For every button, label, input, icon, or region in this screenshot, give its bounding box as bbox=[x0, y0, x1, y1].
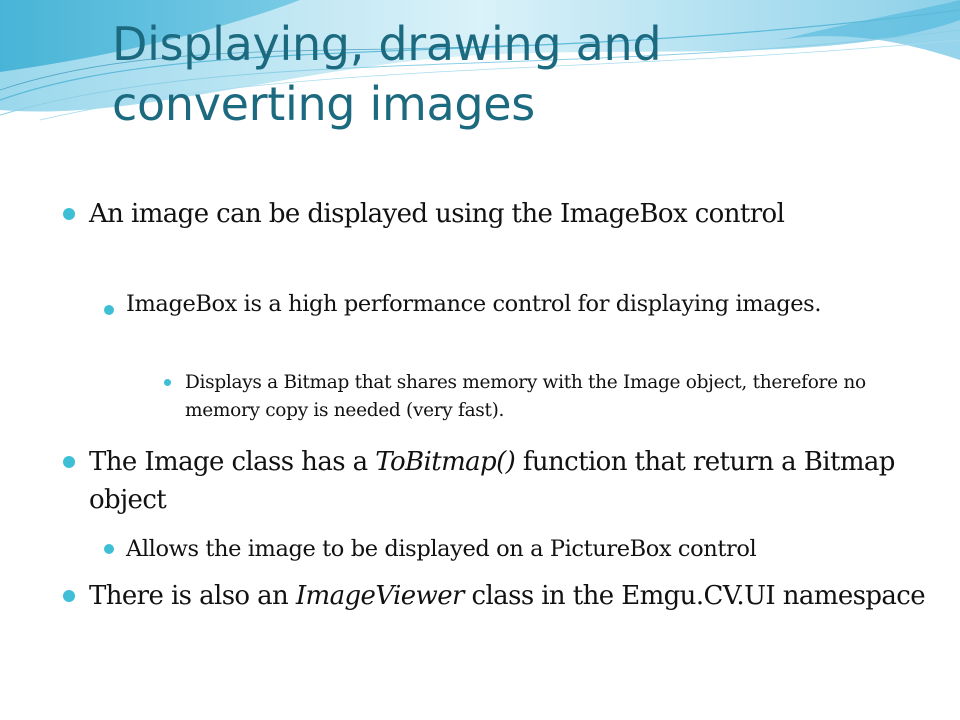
bullet-dot-icon bbox=[104, 544, 114, 554]
bullet-dot-icon bbox=[164, 379, 171, 386]
bullet-dot-icon bbox=[104, 305, 114, 315]
bullet-tobitmap bbox=[89, 443, 929, 519]
slide-title-line-2: converting images bbox=[112, 77, 535, 131]
bullet-imageviewer-class: ImageViewer bbox=[295, 581, 464, 611]
bullet-tobitmap-pre: The Image class has a bbox=[89, 447, 376, 477]
bullet-tobitmap-post: function that return a Bitmap object bbox=[89, 447, 895, 515]
bullet-dot-icon bbox=[63, 590, 75, 602]
sub-bullet-picturebox: Allows the image to be displayed on a PictureBox control bbox=[126, 536, 757, 562]
bullet-imageviewer-pre: There is also an bbox=[89, 581, 296, 611]
bullet-tobitmap-method: ToBitmap() bbox=[375, 447, 516, 477]
bullet-imagebox: An image can be displayed using the ImageBox control bbox=[89, 199, 785, 229]
bullet-dot-icon bbox=[63, 456, 75, 468]
slide-title-line-1: Displaying, drawing and bbox=[112, 17, 662, 71]
bullet-imageviewer-post: class in the Emgu.CV.UI namespace bbox=[463, 581, 926, 611]
bullet-dot-icon bbox=[63, 208, 75, 220]
bullet-imageviewer bbox=[89, 577, 929, 615]
sub-bullet-imagebox-performance: ImageBox is a high performance control for displaying images. bbox=[126, 291, 822, 317]
sub-sub-bullet-bitmap-memory: Displays a Bitmap that shares memory with the Image object, therefore no memory copy is needed (very fast). bbox=[185, 372, 866, 421]
